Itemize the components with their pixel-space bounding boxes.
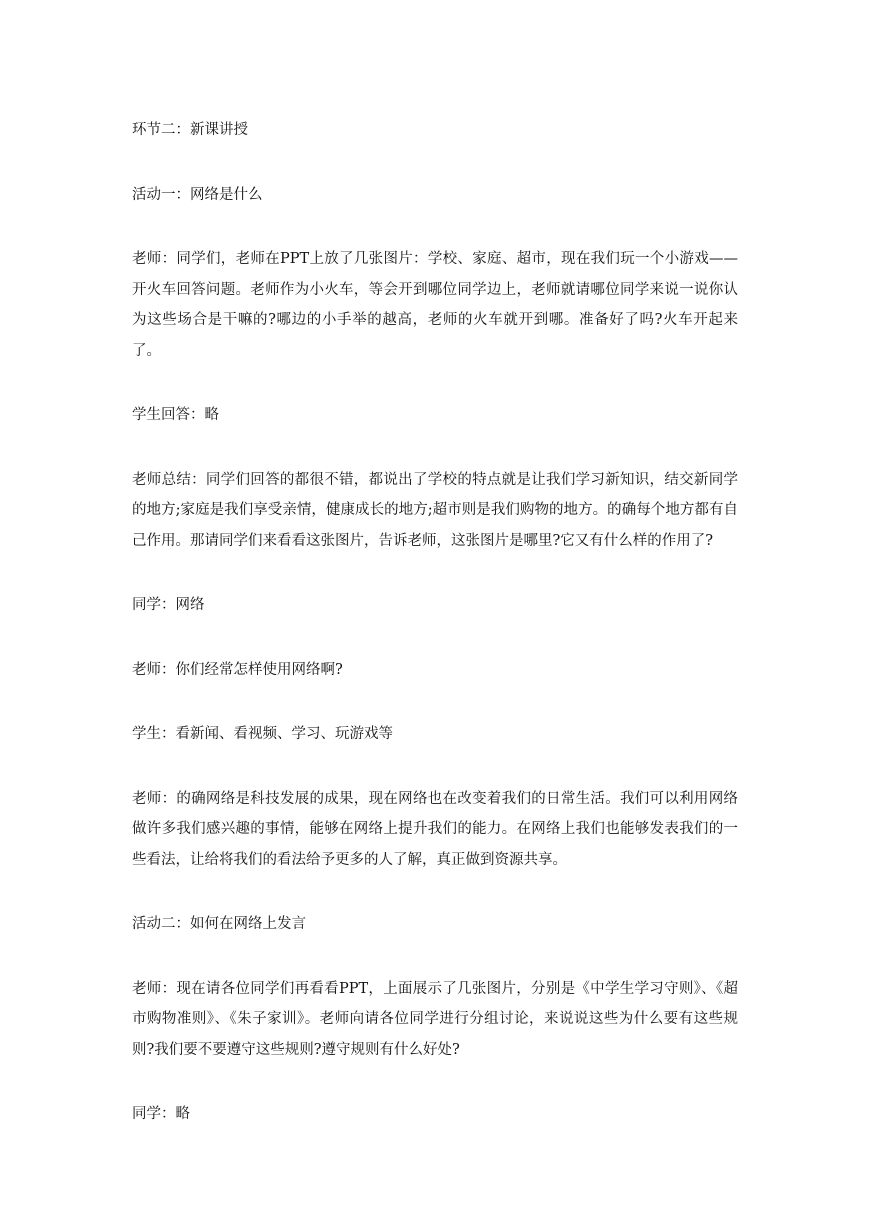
paragraph: 老师总结：同学们回答的都很不错，都说出了学校的特点就是让我们学习新知识，结交新同学的地方;家庭是我们享受亲情，健康成长的地方;超市则是我们购物的地方。的确每个地方都有自己作用。那请同学们来看看这张图片，告诉老师，这张图片是哪里?它又有什么样的作用了? [132,471,738,549]
activity-heading: 活动二：如何在网络上发言 [132,916,306,932]
paragraph: 学生回答：略 [132,407,219,423]
paragraph: 老师：同学们，老师在PPT上放了几张图片：学校、家庭、超市，现在我们玩一个小游戏——开火车回答问题。老师作为小火车，等会开到哪位同学边上，老师就请哪位同学来说一说你认为这些场合是干嘛的?哪边的小手举的越高，老师的火车就开到哪。准备好了吗?火车开起来了。 [132,251,738,359]
document-body [132,115,738,1164]
activity-heading: 活动一：网络是什么 [132,186,263,203]
paragraph: 学生：看新闻、看视频、学习、玩游戏等 [132,726,393,742]
section-heading: 环节二：新课讲授 [132,122,248,138]
paragraph: 老师：的确网络是科技发展的成果，现在网络也在改变着我们的日常生活。我们可以利用网络做许多我们感兴趣的事情，能够在网络上提升我们的能力。在网络上我们也能够发表我们的一些看法，让给将我们的看法给予更多的人了解，真正做到资源共享。 [132,790,738,868]
paragraph: 同学：网络 [132,597,205,613]
paragraph: 老师：现在请各位同学们再看看PPT，上面展示了几张图片，分别是《中学生学习守则》、《超市购物准则》、《朱子家训》。老师向请各位同学进行分组讨论，来说说这些为什么要有这些规则?我们要不要遵守这些规则?遵守规则有什么好处? [132,980,738,1058]
paragraph: 同学：略 [132,1106,190,1122]
paragraph: 老师：你们经常怎样使用网络啊? [132,661,343,678]
